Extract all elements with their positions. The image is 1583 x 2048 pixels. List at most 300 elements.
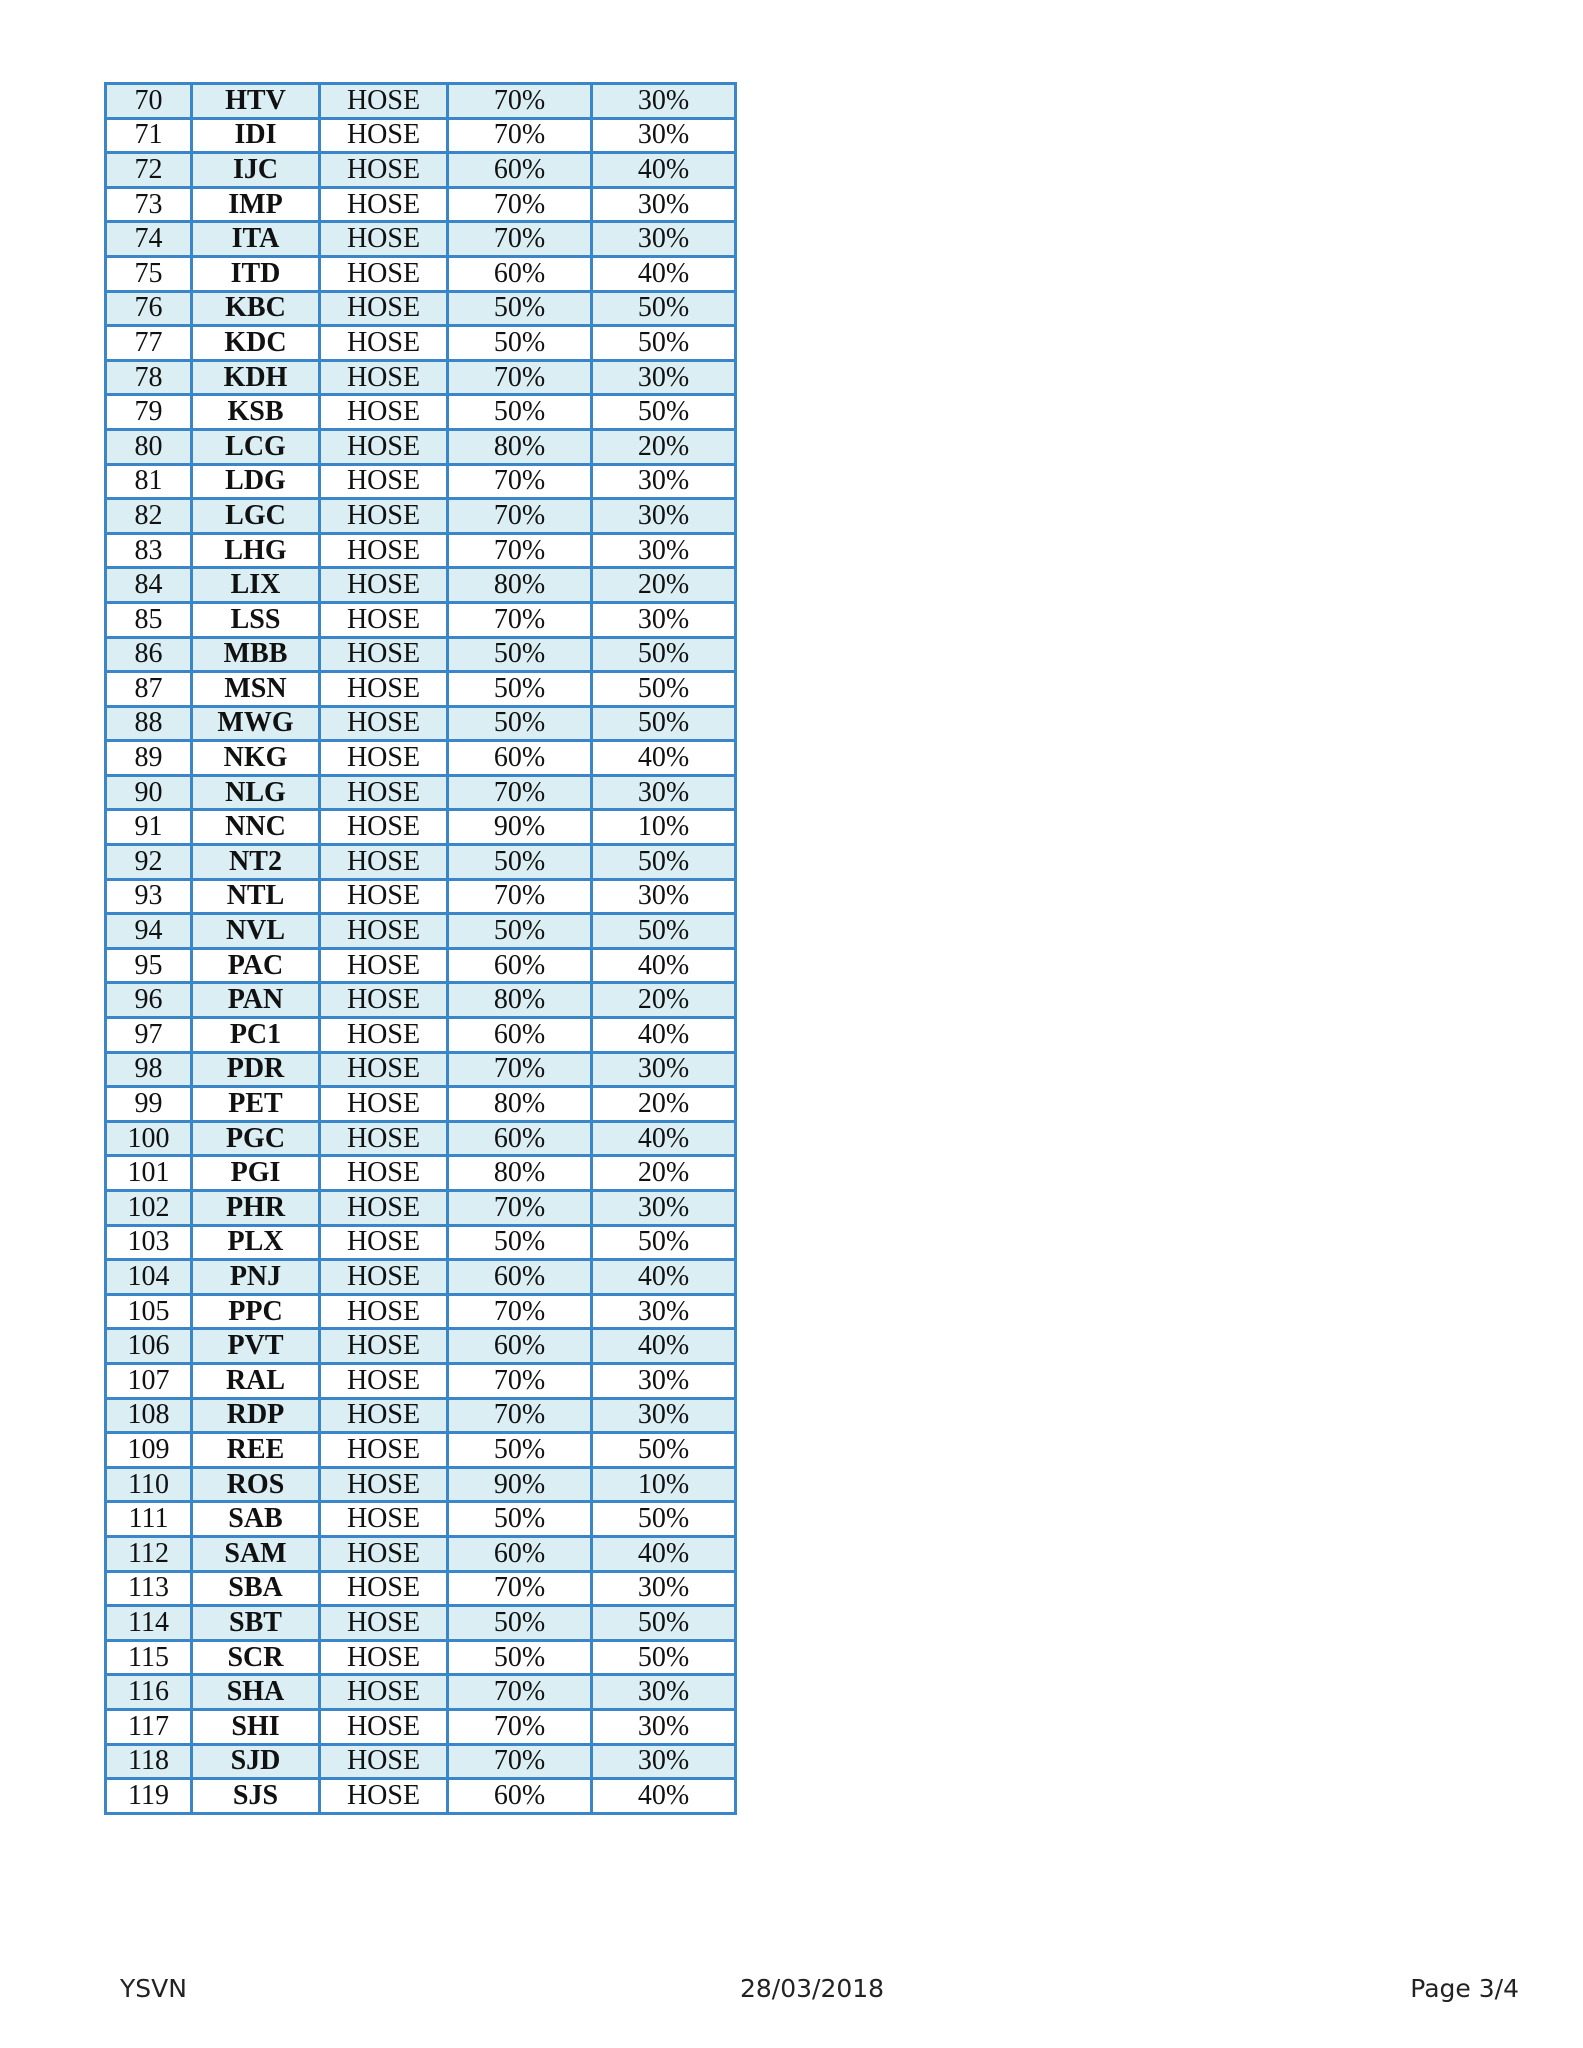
row-number-cell: 114 [106,1606,192,1641]
ratio-cell: 20% [592,568,736,603]
table-row [106,602,736,637]
ratio-cell: 50% [592,1502,736,1537]
ratio-cell: 80% [448,1156,592,1191]
ratio-cell: 40% [592,153,736,188]
row-number-cell: 77 [106,326,192,361]
row-number-cell: 102 [106,1191,192,1226]
stock-code-cell: SCR [192,1640,320,1675]
ratio-cell: 50% [592,672,736,707]
ratio-cell: 50% [448,1606,592,1641]
ratio-cell: 30% [592,1052,736,1087]
ratio-cell: 30% [592,464,736,499]
row-number-cell: 116 [106,1675,192,1710]
ratio-cell: 80% [448,1087,592,1122]
ratio-cell: 30% [592,84,736,119]
exchange-cell: HOSE [320,1779,448,1814]
stock-code-cell: RDP [192,1398,320,1433]
exchange-cell: HOSE [320,291,448,326]
exchange-cell: HOSE [320,948,448,983]
table-row [106,1571,736,1606]
ratio-cell: 30% [592,499,736,534]
exchange-cell: HOSE [320,914,448,949]
exchange-cell: HOSE [320,1640,448,1675]
table-row [106,1156,736,1191]
exchange-cell: HOSE [320,983,448,1018]
row-number-cell: 95 [106,948,192,983]
row-number-cell: 86 [106,637,192,672]
exchange-cell: HOSE [320,1087,448,1122]
exchange-cell: HOSE [320,464,448,499]
ratio-cell: 50% [448,1225,592,1260]
table-row [106,291,736,326]
row-number-cell: 96 [106,983,192,1018]
exchange-cell: HOSE [320,1363,448,1398]
row-number-cell: 108 [106,1398,192,1433]
table-row [106,429,736,464]
ratio-cell: 30% [592,1398,736,1433]
stock-code-cell: LDG [192,464,320,499]
table-row [106,1779,736,1814]
stock-code-cell: PGI [192,1156,320,1191]
exchange-cell: HOSE [320,1225,448,1260]
stock-code-cell: PAN [192,983,320,1018]
exchange-cell: HOSE [320,879,448,914]
row-number-cell: 71 [106,118,192,153]
ratio-cell: 70% [448,533,592,568]
table-row [106,1363,736,1398]
ratio-cell: 50% [592,395,736,430]
exchange-cell: HOSE [320,1156,448,1191]
ratio-cell: 70% [448,222,592,257]
footer-page-number: Page 3/4 [1410,1974,1519,2003]
ratio-cell: 60% [448,1329,592,1364]
exchange-cell: HOSE [320,499,448,534]
stock-code-cell: HTV [192,84,320,119]
stock-code-cell: KBC [192,291,320,326]
stock-code-cell: IJC [192,153,320,188]
ratio-cell: 50% [448,326,592,361]
exchange-cell: HOSE [320,153,448,188]
exchange-cell: HOSE [320,568,448,603]
ratio-cell: 70% [448,1191,592,1226]
table-row [106,1225,736,1260]
ratio-cell: 70% [448,1398,592,1433]
exchange-cell: HOSE [320,395,448,430]
exchange-cell: HOSE [320,360,448,395]
exchange-cell: HOSE [320,741,448,776]
ratio-cell: 70% [448,499,592,534]
stock-code-cell: PPC [192,1294,320,1329]
exchange-cell: HOSE [320,1467,448,1502]
row-number-cell: 85 [106,602,192,637]
ratio-cell: 50% [592,1225,736,1260]
table-row [106,533,736,568]
table-row [106,1398,736,1433]
exchange-cell: HOSE [320,1536,448,1571]
table-row [106,1329,736,1364]
table-row [106,845,736,880]
ratio-cell: 90% [448,1467,592,1502]
stock-code-cell: LGC [192,499,320,534]
ratio-cell: 70% [448,1744,592,1779]
ratio-cell: 50% [448,706,592,741]
ratio-cell: 40% [592,741,736,776]
table-row [106,256,736,291]
ratio-cell: 50% [448,914,592,949]
table-row [106,1191,736,1226]
row-number-cell: 106 [106,1329,192,1364]
table-row [106,499,736,534]
ratio-cell: 50% [448,637,592,672]
table-row [106,775,736,810]
ratio-cell: 40% [592,1260,736,1295]
stock-code-cell: REE [192,1433,320,1468]
ratio-cell: 70% [448,1709,592,1744]
row-number-cell: 81 [106,464,192,499]
exchange-cell: HOSE [320,1329,448,1364]
row-number-cell: 103 [106,1225,192,1260]
ratio-cell: 50% [448,845,592,880]
exchange-cell: HOSE [320,637,448,672]
table-body [106,84,736,1814]
ratio-cell: 70% [448,1294,592,1329]
row-number-cell: 105 [106,1294,192,1329]
row-number-cell: 91 [106,810,192,845]
stock-code-cell: ITD [192,256,320,291]
stock-code-cell: LSS [192,602,320,637]
ratio-cell: 20% [592,1087,736,1122]
stock-code-cell: KDC [192,326,320,361]
row-number-cell: 70 [106,84,192,119]
ratio-cell: 50% [448,1433,592,1468]
stock-code-cell: LHG [192,533,320,568]
row-number-cell: 90 [106,775,192,810]
row-number-cell: 87 [106,672,192,707]
stock-code-cell: ITA [192,222,320,257]
table-row [106,395,736,430]
ratio-cell: 60% [448,1260,592,1295]
exchange-cell: HOSE [320,1121,448,1156]
exchange-cell: HOSE [320,845,448,880]
exchange-cell: HOSE [320,602,448,637]
ratio-cell: 60% [448,153,592,188]
ratio-cell: 30% [592,118,736,153]
ratio-cell: 50% [448,291,592,326]
table-row [106,1260,736,1295]
table-row [106,1606,736,1641]
table-row [106,1294,736,1329]
ratio-cell: 30% [592,1294,736,1329]
table-row [106,983,736,1018]
row-number-cell: 78 [106,360,192,395]
ratio-cell: 60% [448,1779,592,1814]
table-row [106,1467,736,1502]
stock-code-cell: SBT [192,1606,320,1641]
exchange-cell: HOSE [320,187,448,222]
ratio-cell: 40% [592,948,736,983]
ratio-cell: 10% [592,810,736,845]
row-number-cell: 119 [106,1779,192,1814]
ratio-cell: 30% [592,602,736,637]
ratio-cell: 70% [448,1571,592,1606]
ratio-cell: 30% [592,1709,736,1744]
stock-code-cell: PHR [192,1191,320,1226]
table-row [106,326,736,361]
stock-code-cell: PDR [192,1052,320,1087]
ratio-cell: 50% [592,1433,736,1468]
ratio-cell: 80% [448,983,592,1018]
exchange-cell: HOSE [320,706,448,741]
table-row [106,1640,736,1675]
ratio-cell: 30% [592,360,736,395]
stock-code-cell: PVT [192,1329,320,1364]
table-row [106,1709,736,1744]
table-row [106,672,736,707]
ratio-cell: 70% [448,602,592,637]
ratio-cell: 50% [592,914,736,949]
stock-code-cell: PET [192,1087,320,1122]
exchange-cell: HOSE [320,1571,448,1606]
exchange-cell: HOSE [320,1502,448,1537]
stock-code-cell: SAB [192,1502,320,1537]
ratio-cell: 50% [448,1640,592,1675]
ratio-cell: 50% [592,845,736,880]
ratio-cell: 50% [592,1606,736,1641]
exchange-cell: HOSE [320,84,448,119]
stock-code-cell: SJS [192,1779,320,1814]
stock-code-cell: NLG [192,775,320,810]
ratio-cell: 60% [448,948,592,983]
ratio-cell: 70% [448,84,592,119]
table-row [106,879,736,914]
exchange-cell: HOSE [320,256,448,291]
row-number-cell: 74 [106,222,192,257]
stock-code-cell: LCG [192,429,320,464]
stock-code-cell: SJD [192,1744,320,1779]
stock-code-cell: MBB [192,637,320,672]
stock-code-cell: SBA [192,1571,320,1606]
ratio-cell: 40% [592,1779,736,1814]
stock-code-cell: SHA [192,1675,320,1710]
exchange-cell: HOSE [320,1052,448,1087]
exchange-cell: HOSE [320,1606,448,1641]
ratio-cell: 70% [448,1675,592,1710]
stock-code-cell: KSB [192,395,320,430]
ratio-cell: 30% [592,1675,736,1710]
ratio-cell: 50% [592,1640,736,1675]
ratio-cell: 70% [448,118,592,153]
ratio-cell: 70% [448,879,592,914]
ratio-cell: 10% [592,1467,736,1502]
table-row [106,84,736,119]
ratio-cell: 70% [448,464,592,499]
ratio-cell: 80% [448,429,592,464]
exchange-cell: HOSE [320,1433,448,1468]
ratio-cell: 30% [592,1744,736,1779]
row-number-cell: 99 [106,1087,192,1122]
ratio-cell: 50% [448,1502,592,1537]
ratio-cell: 50% [592,706,736,741]
row-number-cell: 89 [106,741,192,776]
row-number-cell: 79 [106,395,192,430]
stock-code-cell: NT2 [192,845,320,880]
exchange-cell: HOSE [320,1260,448,1295]
stock-code-cell: IDI [192,118,320,153]
footer-company: YSVN [120,1974,187,2003]
row-number-cell: 110 [106,1467,192,1502]
ratio-cell: 70% [448,1363,592,1398]
table-row [106,464,736,499]
margin-ratio-table [104,82,737,1815]
stock-code-cell: PGC [192,1121,320,1156]
ratio-cell: 50% [592,291,736,326]
ratio-cell: 30% [592,1191,736,1226]
exchange-cell: HOSE [320,1294,448,1329]
table-row [106,741,736,776]
ratio-cell: 50% [448,672,592,707]
row-number-cell: 73 [106,187,192,222]
table-row [106,948,736,983]
exchange-cell: HOSE [320,222,448,257]
table-row [106,706,736,741]
exchange-cell: HOSE [320,1398,448,1433]
ratio-cell: 20% [592,429,736,464]
row-number-cell: 84 [106,568,192,603]
stock-code-cell: PAC [192,948,320,983]
ratio-cell: 30% [592,1363,736,1398]
stock-code-cell: MSN [192,672,320,707]
ratio-cell: 40% [592,1536,736,1571]
ratio-cell: 40% [592,256,736,291]
stock-code-cell: LIX [192,568,320,603]
row-number-cell: 75 [106,256,192,291]
exchange-cell: HOSE [320,1191,448,1226]
exchange-cell: HOSE [320,118,448,153]
row-number-cell: 111 [106,1502,192,1537]
row-number-cell: 80 [106,429,192,464]
ratio-cell: 20% [592,983,736,1018]
ratio-cell: 60% [448,1536,592,1571]
ratio-cell: 40% [592,1121,736,1156]
ratio-cell: 50% [592,637,736,672]
table-row [106,118,736,153]
stock-code-cell: SAM [192,1536,320,1571]
row-number-cell: 117 [106,1709,192,1744]
table-row [106,568,736,603]
exchange-cell: HOSE [320,1744,448,1779]
stock-code-cell: SHI [192,1709,320,1744]
stock-code-cell: PLX [192,1225,320,1260]
row-number-cell: 104 [106,1260,192,1295]
row-number-cell: 93 [106,879,192,914]
table-row [106,187,736,222]
table-row [106,810,736,845]
stock-code-cell: IMP [192,187,320,222]
exchange-cell: HOSE [320,775,448,810]
table-row [106,222,736,257]
ratio-cell: 70% [448,1052,592,1087]
ratio-cell: 20% [592,1156,736,1191]
ratio-cell: 70% [448,775,592,810]
row-number-cell: 72 [106,153,192,188]
ratio-cell: 60% [448,1121,592,1156]
exchange-cell: HOSE [320,533,448,568]
table-row [106,914,736,949]
stock-code-cell: KDH [192,360,320,395]
ratio-cell: 70% [448,187,592,222]
exchange-cell: HOSE [320,326,448,361]
stock-code-cell: MWG [192,706,320,741]
ratio-cell: 30% [592,775,736,810]
row-number-cell: 112 [106,1536,192,1571]
table-row [106,1052,736,1087]
stock-code-cell: RAL [192,1363,320,1398]
table-row [106,153,736,188]
table-row [106,1536,736,1571]
table-row [106,1121,736,1156]
ratio-cell: 30% [592,222,736,257]
table-row [106,637,736,672]
stock-code-cell: NNC [192,810,320,845]
ratio-cell: 30% [592,879,736,914]
row-number-cell: 92 [106,845,192,880]
table-row [106,360,736,395]
exchange-cell: HOSE [320,672,448,707]
table-row [106,1502,736,1537]
row-number-cell: 113 [106,1571,192,1606]
exchange-cell: HOSE [320,1018,448,1053]
row-number-cell: 83 [106,533,192,568]
exchange-cell: HOSE [320,1675,448,1710]
stock-code-cell: NKG [192,741,320,776]
ratio-cell: 40% [592,1329,736,1364]
exchange-cell: HOSE [320,1709,448,1744]
table-row [106,1087,736,1122]
ratio-cell: 80% [448,568,592,603]
stock-code-cell: NVL [192,914,320,949]
table-row [106,1675,736,1710]
ratio-cell: 60% [448,1018,592,1053]
row-number-cell: 94 [106,914,192,949]
exchange-cell: HOSE [320,810,448,845]
stock-code-cell: PNJ [192,1260,320,1295]
ratio-cell: 50% [592,326,736,361]
row-number-cell: 76 [106,291,192,326]
row-number-cell: 88 [106,706,192,741]
row-number-cell: 98 [106,1052,192,1087]
stock-code-cell: ROS [192,1467,320,1502]
table-row [106,1744,736,1779]
row-number-cell: 118 [106,1744,192,1779]
exchange-cell: HOSE [320,429,448,464]
row-number-cell: 107 [106,1363,192,1398]
ratio-cell: 40% [592,1018,736,1053]
ratio-cell: 50% [448,395,592,430]
stock-code-cell: NTL [192,879,320,914]
row-number-cell: 82 [106,499,192,534]
footer-date: 28/03/2018 [740,1974,885,2003]
row-number-cell: 97 [106,1018,192,1053]
ratio-cell: 30% [592,187,736,222]
ratio-cell: 30% [592,533,736,568]
row-number-cell: 115 [106,1640,192,1675]
stock-code-cell: PC1 [192,1018,320,1053]
ratio-cell: 90% [448,810,592,845]
row-number-cell: 109 [106,1433,192,1468]
table-row [106,1018,736,1053]
ratio-cell: 70% [448,360,592,395]
row-number-cell: 100 [106,1121,192,1156]
